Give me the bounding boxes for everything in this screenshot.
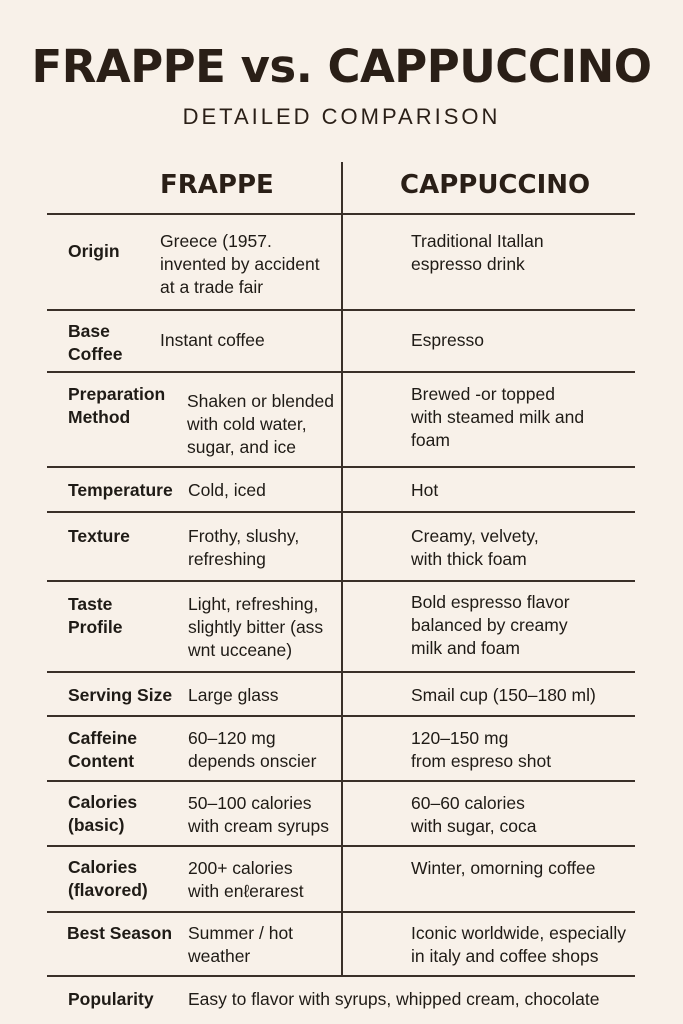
page-title: FRAPPE vs. CAPPUCCINO (31, 40, 652, 93)
frappe-texture: Frothy, slushy, refreshing (188, 526, 300, 569)
row-label-temperature: Temperature (68, 480, 173, 500)
frappe-best-season: Summer / hot weather (188, 923, 294, 966)
frappe-calories-basic: 50–100 calories with cream syrups (188, 793, 330, 836)
row-divider (47, 580, 635, 582)
frappe-calories-flavored: 200+ calories with enℓerarest (188, 858, 304, 901)
column-header-cappuccino: CAPPUCCINO (400, 170, 591, 200)
row-label-texture: Texture (68, 526, 130, 546)
frappe-base-coffee: Instant coffee (160, 330, 265, 350)
row-divider (47, 975, 635, 977)
cappuccino-taste-profile: Bold espresso flavor balanced by creamy milk and foam (411, 592, 570, 658)
cappuccino-texture: Creamy, velvety, with thick foam (411, 526, 539, 569)
frappe-origin: Greece (1957. invented by accident at a trade fair (160, 231, 320, 297)
row-label-origin: Origin (68, 241, 120, 261)
frappe-temperature: Cold, iced (188, 480, 266, 500)
row-label-preparation-method: Preparation Method (68, 384, 166, 427)
cappuccino-serving-size: Smail cup (150–180 ml) (411, 685, 596, 705)
cappuccino-base-coffee: Espresso (411, 330, 484, 350)
cappuccino-best-season: Iconic worldwide, especially in italy and coffee shops (411, 923, 626, 966)
row-label-base-coffee: Base Coffee (68, 321, 123, 364)
row-divider (47, 780, 635, 782)
row-divider (47, 309, 635, 311)
row-label-best-season: Best Season (67, 923, 173, 943)
column-divider (341, 162, 343, 975)
cappuccino-calories-basic: 60–60 calories with sugar, coca (411, 793, 537, 836)
cappuccino-calories-flavored: Winter, omorning coffee (411, 858, 596, 878)
frappe-popularity: Easy to flavor with syrups, whipped cream, chocolate (188, 989, 600, 1009)
page-subtitle: DETAILED COMPARISON (182, 104, 501, 129)
row-label-popularity: Popularity (68, 989, 154, 1009)
row-label-calories-basic: Calories (basic) (68, 792, 138, 835)
row-label-calories-flavored: Calories (flavored) (68, 857, 148, 900)
cappuccino-caffeine-content: 120–150 mg from espreso shot (411, 728, 552, 771)
frappe-preparation-method: Shaken or blended with cold water, sugar, and ice (187, 391, 334, 457)
row-divider (47, 466, 635, 468)
frappe-taste-profile: Light, refreshing, slightly bitter (ass wnt ucceane) (188, 594, 324, 660)
row-label-taste-profile: Taste Profile (68, 594, 123, 637)
row-divider (47, 671, 635, 673)
cappuccino-origin: Traditional Itallan espresso drink (411, 231, 544, 274)
cappuccino-temperature: Hot (411, 480, 439, 500)
frappe-caffeine-content: 60–120 mg depends onscier (188, 728, 317, 771)
column-header-frappe: FRAPPE (160, 170, 274, 200)
row-divider (47, 371, 635, 373)
row-divider (47, 715, 635, 717)
cappuccino-preparation-method: Brewed -or topped with steamed milk and foam (411, 384, 585, 450)
row-divider (47, 511, 635, 513)
row-label-serving-size: Serving Size (68, 685, 173, 705)
row-divider (47, 911, 635, 913)
row-label-caffeine-content: Caffeine Content (68, 728, 138, 771)
row-divider (47, 845, 635, 847)
frappe-serving-size: Large glass (188, 685, 279, 705)
header-rule (47, 213, 635, 215)
